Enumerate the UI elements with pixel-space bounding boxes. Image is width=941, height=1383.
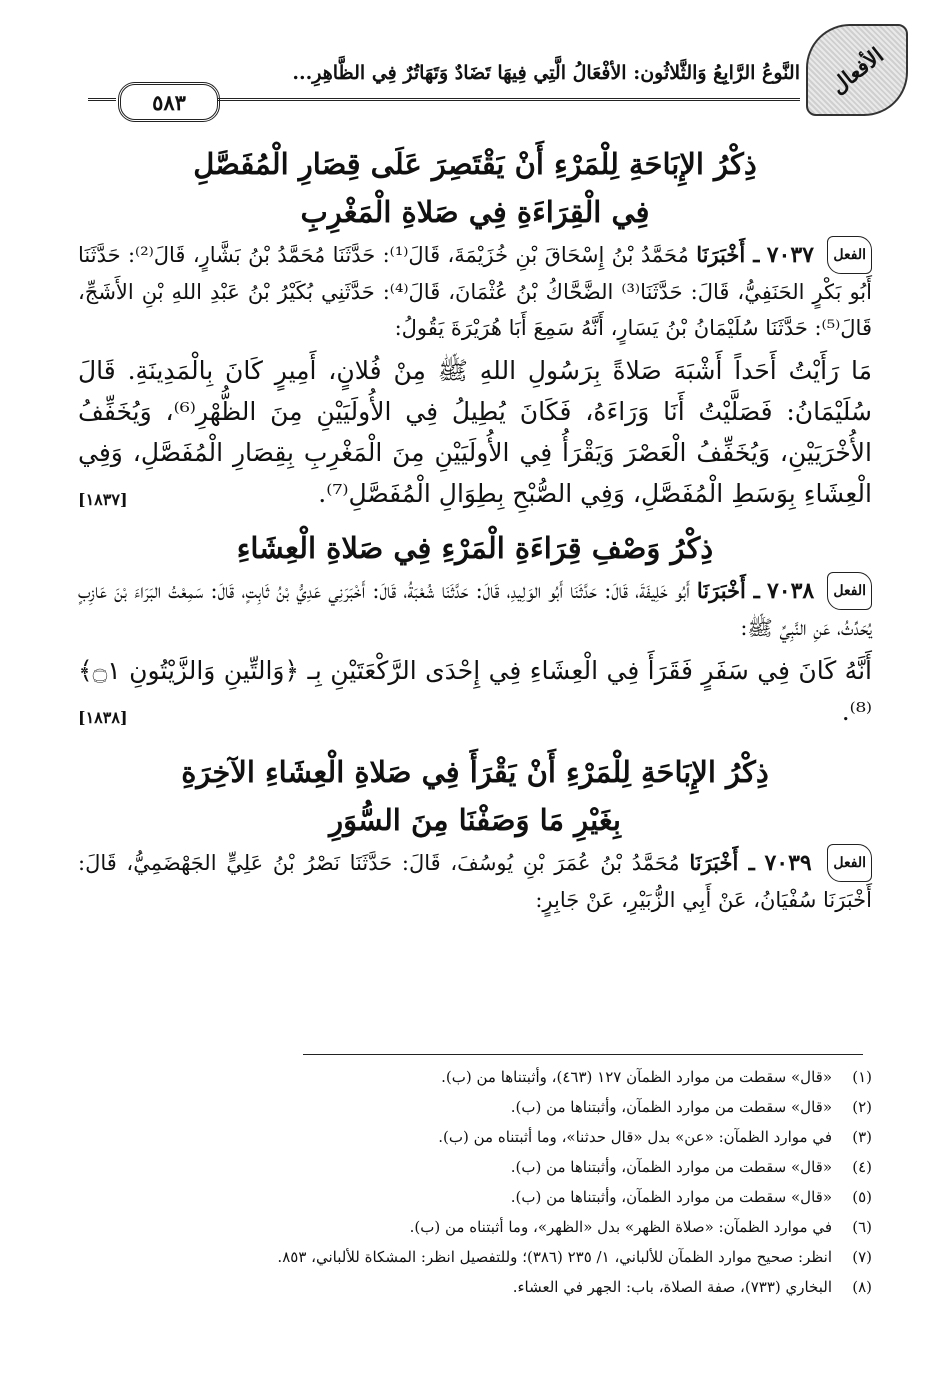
footnote-number: (٤)	[852, 1158, 872, 1176]
section-badge	[806, 24, 908, 116]
section-heading-line: ذِكْرُ الإِبَاحَةِ لِلْمَرْءِ أَنْ يَقْتَصِرَ عَلَى قِصَارِ الْمُفَصَّلِ	[193, 147, 757, 181]
section-heading-line: فِي الْقِرَاءَةِ فِي صَلاةِ الْمَغْرِبِ	[300, 195, 650, 229]
footnote-text: «قال» سقطت من موارد الظمآن، وأثبتناها من (ب).	[510, 1188, 832, 1206]
hadith-label: الفعل	[827, 236, 872, 274]
isnad-text: مُحَمَّدُ بْنُ عُمَرَ بْنِ يُوسُفَ، قَالَ: حَدَّثَنَا نَصْرُ بْنُ عَلِيٍّ الجَهْضَمِيُّ، قَالَ: أَخْبَرَنَا سُفْيَانُ، عَنْ أَبِي الزُّبَيْرِ، عَنْ جَابِرٍ:	[78, 851, 872, 912]
footnote-text: «قال» سقطت من موارد الظمآن ١٢٧ (٤٦٣)، وأثبتناها من (ب).	[441, 1068, 832, 1086]
footnote-number: (٨)	[852, 1278, 872, 1296]
footnote	[78, 1272, 872, 1302]
footnotes	[78, 1062, 872, 1302]
footnote-number: (٧)	[852, 1248, 872, 1266]
page-number: ٥٨٣	[118, 82, 220, 122]
header-rule-left	[88, 98, 116, 101]
hadith-opening: أَخْبَرَنَا	[696, 578, 746, 603]
footnote-number: (٦)	[852, 1218, 872, 1236]
footnote	[78, 1242, 872, 1272]
footnote	[78, 1152, 872, 1182]
hadith-isnad: الفعل ٧٠٣٩ ـ أَخْبَرَنَا مُحَمَّدُ بْنُ عُمَرَ بْنِ يُوسُفَ، قَالَ: حَدَّثَنَا نَصْرُ بْنُ عَلِيٍّ الجَهْضَمِيُّ، قَالَ: أَخْبَرَنَا سُفْيَانُ، عَنْ أَبِي الزُّبَيْرِ، عَنْ جَابِرٍ:	[78, 844, 872, 918]
hadith-matn	[78, 650, 872, 732]
footnote	[78, 1122, 872, 1152]
running-title: النَّوعُ الرَّابِعُ وَالثَّلاثُون: الأفْعَالُ الَّتِي فِيهَا تَضَادٌ وَتَهَاتُرٌ فِي الظَّاهِرِ...	[292, 62, 800, 84]
page-body	[78, 140, 872, 918]
footnote-number: (١)	[852, 1068, 872, 1086]
hadith-isnad: الفعل ٧٠٣٨ ـ أَخْبَرَنَا أَبُو خَلِيفَةَ، قَالَ: حَدَّثَنَا أَبُو الوَلِيدِ، قَالَ: حَدَّثَنَا شُعْبَةُ، قَالَ: أَخْبَرَنِي عَدِيُّ بْنُ ثَابِتٍ، قَالَ: سَمِعْتُ البَرَاءَ بْنَ عَازِبٍ يُحَدِّثُ، عَنِ النَّبِيِّ ﷺ:	[78, 572, 872, 646]
matn-text: مَا رَأَيْتُ أَحَداً أَشْبَهَ صَلاةً بِرَسُولِ اللهِ ﷺ مِنْ فُلانٍ، أَمِيرٍ كَانَ بِالْمَدِينَةِ. قَالَ سُلَيْمَانُ: فَصَلَّيْتُ أَنَا وَرَاءَهُ، فَكَانَ يُطِيلُ فِي الأُولَيَيْنِ مِنَ الظُّهْرِ⁽⁶⁾، وَيُخَفِّفُ الأُخْرَيَيْنِ، وَيُخَفِّفُ الْعَصْرَ وَيَقْرَأُ فِي الأُولَيَيْنِ مِنَ الْمَغْرِبِ بِقِصَارِ الْمُفَصَّلِ، وَفِي الْعِشَاءِ بِوَسَطِ الْمُفَصَّلِ، وَفِي الصُّبْحِ بِطِوَالِ الْمُفَصَّلِ⁽⁷⁾.	[78, 356, 872, 508]
footnote	[78, 1182, 872, 1212]
reference-number: [١٨٣٨]	[78, 708, 128, 727]
reference-number: [١٨٣٧]	[78, 490, 128, 509]
page-header	[88, 14, 908, 114]
matn-text: أَنَّهُ كَانَ فِي سَفَرٍ فَقَرَأَ فِي الْعِشَاءِ فِي إِحْدَى الرَّكْعَتَيْنِ بِـ ﴿وَالتِّينِ وَالزَّيْتُونِ ۝١﴾⁽⁸⁾.	[78, 656, 872, 726]
footnote-number: (٥)	[852, 1188, 872, 1206]
hadith-number: ٧٠٣٩	[764, 850, 812, 876]
footnote-text: في موارد الظمآن: «صلاة الظهر» بدل «الظهر»، وما أثبتناه من (ب).	[409, 1218, 832, 1236]
section-heading-line: بِغَيْرِ مَا وَصَفْنَا مِنَ السُّوَرِ	[329, 803, 621, 837]
footnote	[78, 1092, 872, 1122]
header-rule	[218, 98, 800, 101]
footnote-text: «قال» سقطت من موارد الظمآن، وأثبتناها من (ب).	[510, 1158, 832, 1176]
hadith-number: ٧٠٣٨	[766, 578, 815, 604]
hadith-label: الفعل	[827, 572, 872, 610]
footnote-separator	[303, 1054, 863, 1055]
footnote	[78, 1062, 872, 1092]
hadith-opening: أَخْبَرَنَا	[689, 850, 739, 875]
section-heading-line: ذِكْرُ وَصْفِ قِرَاءَةِ الْمَرْءِ فِي صَلاةِ الْعِشَاءِ	[236, 531, 714, 565]
section-7038	[78, 524, 872, 732]
hadith-label: الفعل	[827, 844, 872, 882]
footnote-text: البخاري (٧٣٣)، صفة الصلاة، باب: الجهر في العشاء.	[512, 1278, 832, 1296]
section-7037	[78, 140, 872, 514]
footnote-number: (٣)	[852, 1128, 872, 1146]
footnote-text: «قال» سقطت من موارد الظمآن، وأثبتناها من (ب).	[510, 1098, 832, 1116]
isnad-text: أَبُو خَلِيفَةَ، قَالَ: حَدَّثَنَا أَبُو الوَلِيدِ، قَالَ: حَدَّثَنَا شُعْبَةُ، قَالَ: أَخْبَرَنِي عَدِيُّ بْنُ ثَابِتٍ، قَالَ: سَمِعْتُ البَرَاءَ بْنَ عَازِبٍ يُحَدِّثُ، عَنِ النَّبِيِّ ﷺ:	[78, 579, 872, 640]
footnote-number: (٢)	[852, 1098, 872, 1116]
isnad-text: مُحَمَّدُ بْنُ إِسْحَاقَ بْنِ خُزَيْمَةَ، قَالَ⁽¹⁾: حَدَّثَنَا مُحَمَّدُ بْنُ بَشَّارٍ، قَالَ⁽²⁾: حَدَّثَنَا أَبُو بَكْرٍ الحَنَفِيُّ، قَالَ: حَدَّثَنَا⁽³⁾ الضَّحَّاكُ بْنُ عُثْمَانَ، قَالَ⁽⁴⁾: حَدَّثَنِي بُكَيْرُ بْنُ عَبْدِ اللهِ بْنِ الأَشَجِّ، قَالَ⁽⁵⁾: حَدَّثَنَا سُلَيْمَانُ بْنُ يَسَارٍ، أَنَّهُ سَمِعَ أَبَا هُرَيْرَةَ يَقُولُ:	[78, 243, 872, 340]
hadith-number: ٧٠٣٧	[766, 242, 814, 268]
hadith-matn	[78, 350, 872, 514]
footnote-text: في موارد الظمآن: «عن» بدل «قال حدثنا»، وما أثبتناه من (ب).	[438, 1128, 832, 1146]
section-badge-label: الأفعال	[825, 41, 889, 99]
footnote-text: انظر: صحيح موارد الظمآن للألباني، ١/ ٢٣٥ (٣٨٦)؛ وللتفصيل انظر: المشكاة للألباني، ٨٥٣.	[277, 1248, 832, 1266]
section-7039	[78, 748, 872, 918]
section-heading-line: ذِكْرُ الإِبَاحَةِ لِلْمَرْءِ أَنْ يَقْرَأَ فِي صَلاةِ الْعِشَاءِ الآخِرَةِ	[181, 755, 769, 789]
hadith-isnad: الفعل ٧٠٣٧ ـ أَخْبَرَنَا مُحَمَّدُ بْنُ إِسْحَاقَ بْنِ خُزَيْمَةَ، قَالَ⁽¹⁾: حَدَّثَنَا مُحَمَّدُ بْنُ بَشَّارٍ، قَالَ⁽²⁾: حَدَّثَنَا أَبُو بَكْرٍ الحَنَفِيُّ، قَالَ: حَدَّثَنَا⁽³⁾ الضَّحَّاكُ بْنُ عُثْمَانَ، قَالَ⁽⁴⁾: حَدَّثَنِي بُكَيْرُ بْنُ عَبْدِ اللهِ بْنِ الأَشَجِّ، قَالَ⁽⁵⁾: حَدَّثَنَا سُلَيْمَانُ بْنُ يَسَارٍ، أَنَّهُ سَمِعَ أَبَا هُرَيْرَةَ يَقُولُ:	[78, 236, 872, 346]
footnote	[78, 1212, 872, 1242]
hadith-opening: أَخْبَرَنَا	[696, 242, 746, 267]
